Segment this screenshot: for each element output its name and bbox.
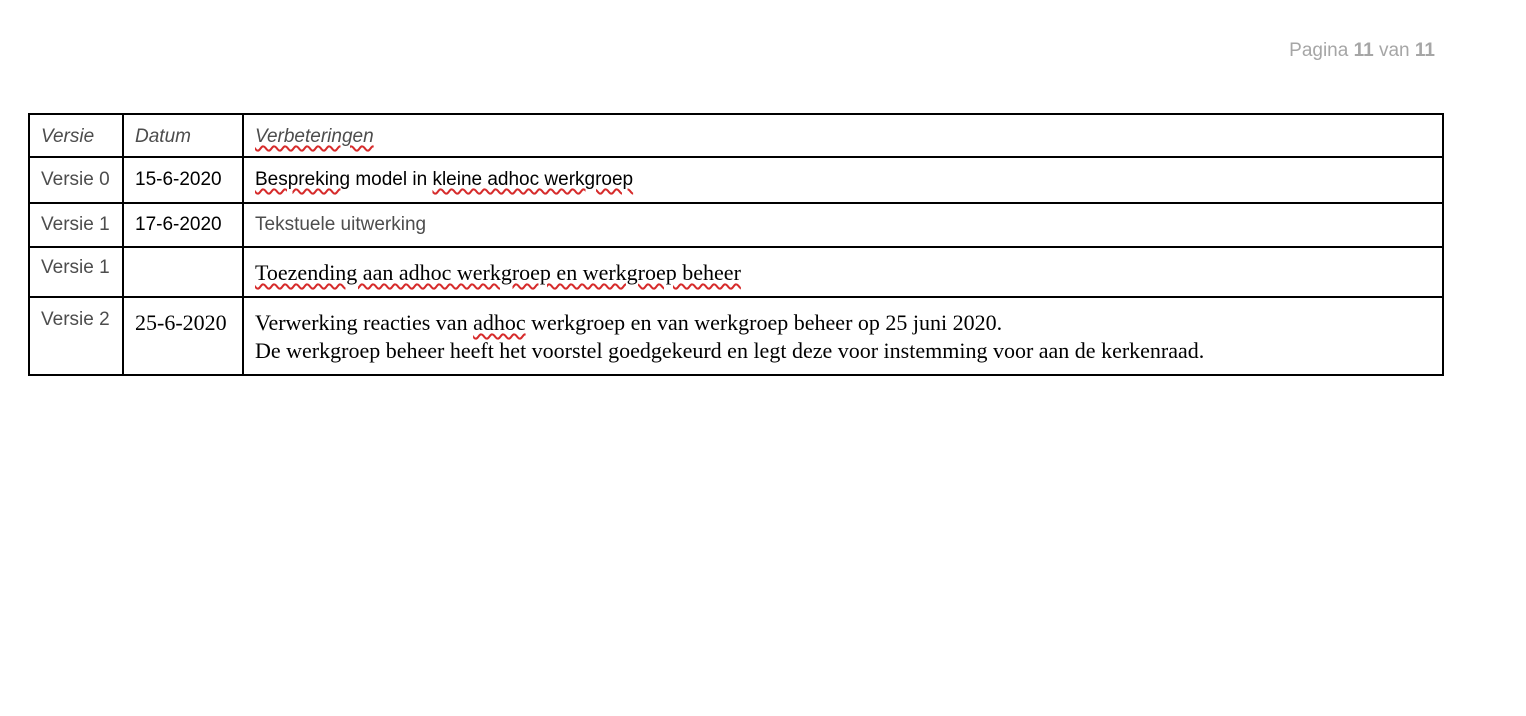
- table-row: [29, 297, 1443, 375]
- changes-line: [255, 309, 1442, 337]
- date-cell: [123, 247, 243, 297]
- changes-fragment: adhoc: [473, 310, 526, 335]
- table-row: [29, 203, 1443, 247]
- changes-word: model in: [350, 169, 433, 190]
- changes-word: Bespreking: [255, 169, 351, 190]
- date-label: 17-6-2020: [135, 214, 222, 235]
- page-number-prefix: Pagina: [1289, 40, 1349, 61]
- version-cell: [29, 247, 123, 297]
- changes-cell: [243, 297, 1443, 375]
- header-cell-changes: [243, 114, 1443, 157]
- version-cell: [29, 203, 123, 247]
- changes-word: kleine adhoc werkgroep: [432, 169, 634, 190]
- version-history-table: [28, 113, 1444, 376]
- version-cell: [29, 157, 123, 203]
- changes-line: De werkgroep beheer heeft het voorstel goedgekeurd en legt deze voor instemming voor aan de kerkenraad.: [255, 338, 1205, 363]
- changes-cell: [243, 157, 1443, 203]
- page-number-separator: van: [1378, 40, 1410, 61]
- header-cell-version: [29, 114, 123, 157]
- page-number-total: 11: [1414, 40, 1435, 61]
- date-label: [135, 248, 242, 257]
- date-label: 15-6-2020: [135, 169, 222, 190]
- changes-text: Toezending aan adhoc werkgroep en werkgroep beheer: [255, 260, 741, 285]
- date-cell: [123, 203, 243, 247]
- version-label: Versie 0: [41, 169, 110, 190]
- date-cell: [123, 297, 243, 375]
- table-row: [29, 247, 1443, 297]
- version-label: Versie 2: [41, 309, 110, 330]
- page-number-current: 11: [1353, 40, 1374, 61]
- changes-cell: [243, 247, 1443, 297]
- date-cell: [123, 157, 243, 203]
- date-label: 25-6-2020: [135, 310, 227, 335]
- header-version: Versie: [41, 126, 95, 147]
- header-cell-date: [123, 114, 243, 157]
- table-row: [29, 157, 1443, 203]
- table-header-row: [29, 114, 1443, 157]
- page-number: [1289, 40, 1435, 62]
- header-date: Datum: [135, 126, 191, 147]
- changes-cell: [243, 203, 1443, 247]
- header-changes: Verbeteringen: [255, 126, 374, 147]
- changes-fragment: Verwerking reacties van: [255, 310, 474, 335]
- changes-text: Tekstuele uitwerking: [255, 214, 427, 235]
- version-cell: [29, 297, 123, 375]
- changes-fragment: werkgroep en van werkgroep beheer op 25 juni 2020.: [525, 310, 1003, 335]
- version-label: Versie 1: [41, 257, 110, 278]
- version-label: Versie 1: [41, 214, 110, 235]
